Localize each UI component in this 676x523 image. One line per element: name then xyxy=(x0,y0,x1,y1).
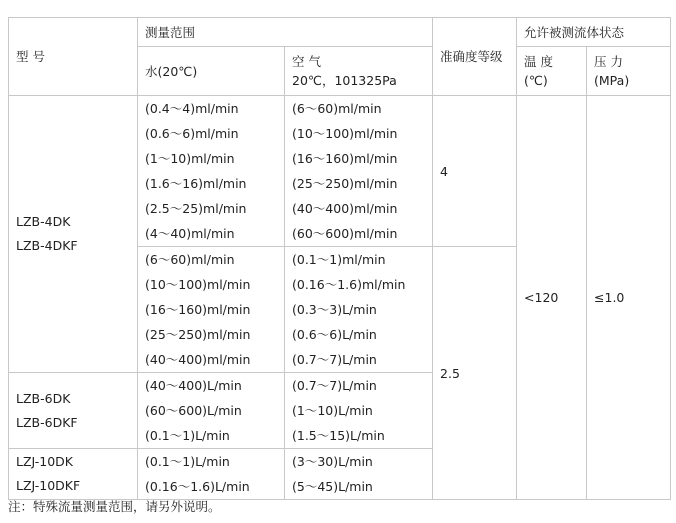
model-cell-lzj-10dk: LZJ-10DK LZJ-10DKF xyxy=(9,449,138,500)
footnote: 注：特殊流量测量范围，请另外说明。 xyxy=(8,499,221,514)
accuracy-cell-4: 4 xyxy=(433,96,517,247)
air-range-cell: (0.1～1)ml/min (0.16～1.6)ml/min (0.3～3)L/min (0.6～6)L/min (0.7～7)L/min xyxy=(285,247,433,373)
air-range-cell: (3～30)L/min (5～45)L/min xyxy=(285,449,433,500)
header-measuring-range: 测量范围 xyxy=(138,18,433,47)
header-water: 水(20℃) xyxy=(138,47,285,96)
header-accuracy-class: 准确度等级 xyxy=(433,18,517,96)
header-allowed-fluid-state: 允许被测流体状态 xyxy=(517,18,671,47)
temperature-cell: <120 xyxy=(517,96,587,500)
header-model: 型 号 xyxy=(9,18,138,96)
header-temperature: 温 度 (℃) xyxy=(517,47,587,96)
water-range-cell: (0.1～1)L/min (0.16～1.6)L/min xyxy=(138,449,285,500)
flow-range-spec-table xyxy=(8,17,671,500)
water-range-cell: (40～400)L/min (60～600)L/min (0.1～1)L/min xyxy=(138,373,285,449)
model-cell-lzb-6dk: LZB-6DK LZB-6DKF xyxy=(9,373,138,449)
air-range-cell: (6～60)ml/min (10～100)ml/min (16～160)ml/min (25～250)ml/min (40～400)ml/min (60～600)ml/min xyxy=(285,96,433,247)
pressure-cell: ≤1.0 xyxy=(587,96,671,500)
header-pressure: 压 力 (MPa) xyxy=(587,47,671,96)
header-air: 空 气 20℃，101325Pa xyxy=(285,47,433,96)
water-range-cell: (6～60)ml/min (10～100)ml/min (16～160)ml/min (25～250)ml/min (40～400)ml/min xyxy=(138,247,285,373)
water-range-cell: (0.4～4)ml/min (0.6～6)ml/min (1～10)ml/min (1.6～16)ml/min (2.5～25)ml/min (4～40)ml/min xyxy=(138,96,285,247)
air-range-cell: (0.7～7)L/min (1～10)L/min (1.5～15)L/min xyxy=(285,373,433,449)
model-cell-lzb-4dk: LZB-4DK LZB-4DKF xyxy=(9,96,138,373)
accuracy-cell-2-5: 2.5 xyxy=(433,247,517,500)
